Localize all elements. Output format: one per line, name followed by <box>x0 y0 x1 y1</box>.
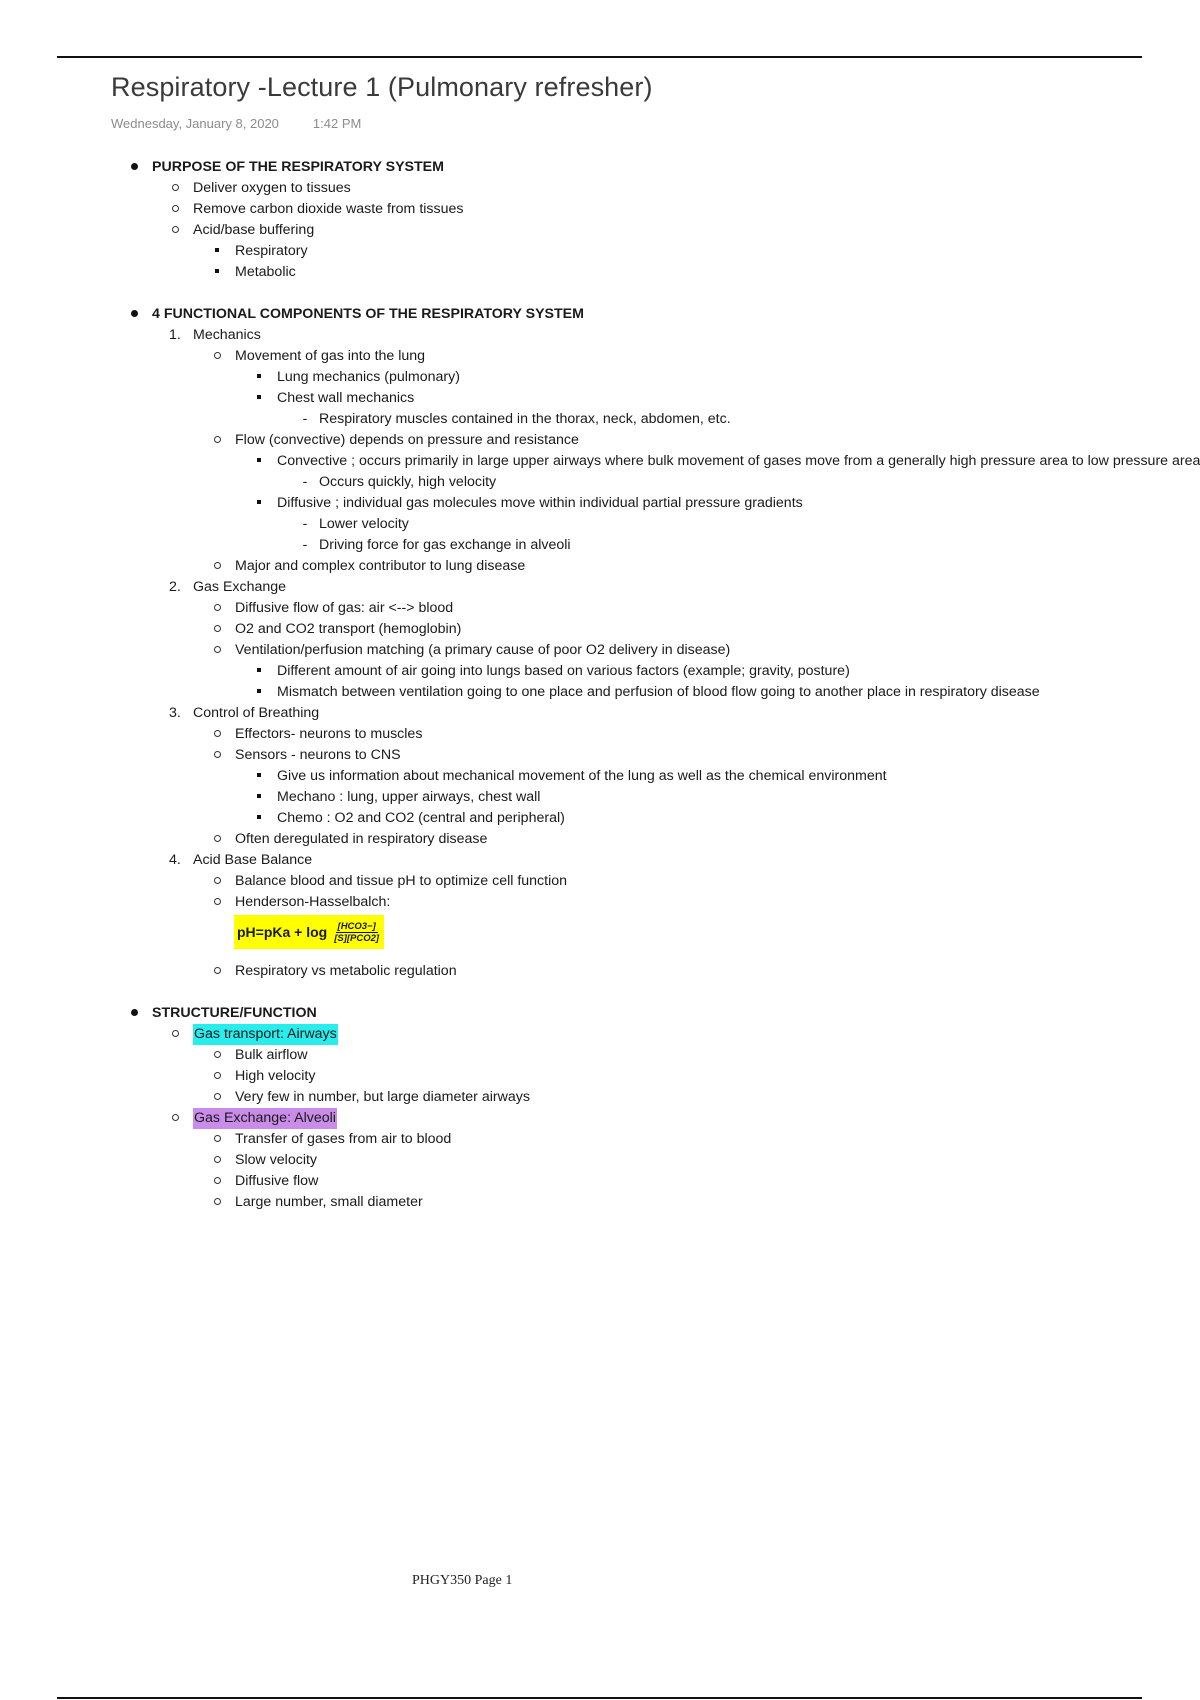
bullet-square-icon <box>251 367 267 388</box>
list-item <box>0 640 1200 661</box>
list-item <box>0 1192 1200 1213</box>
list-item <box>0 661 1200 682</box>
section-heading: PURPOSE OF THE RESPIRATORY SYSTEM <box>152 159 444 175</box>
list-item <box>0 745 1200 766</box>
list-item-text: Bulk airflow <box>235 1047 308 1063</box>
bullet-circle-icon <box>167 1108 183 1129</box>
list-item <box>0 892 1200 913</box>
henderson-hasselbalch-formula <box>0 913 1200 951</box>
bullet-disc-icon <box>126 1003 142 1024</box>
list-item <box>0 961 1200 982</box>
list-item <box>0 241 1200 262</box>
list-item <box>0 556 1200 577</box>
section-heading: STRUCTURE/FUNCTION <box>152 1005 317 1021</box>
list-item <box>0 1150 1200 1171</box>
list-item <box>0 1108 1200 1129</box>
list-item-text: Diffusive flow <box>235 1173 319 1189</box>
list-item-text: Chemo : O2 and CO2 (central and peripheral) <box>277 810 565 826</box>
list-item-text: Different amount of air going into lungs based on various factors (example; gravity, posture) <box>277 663 850 679</box>
list-item-text: Major and complex contributor to lung disease <box>235 558 526 574</box>
list-item-text: Balance blood and tissue pH to optimize cell function <box>235 873 568 889</box>
list-item-text: Diffusive ; individual gas molecules move within individual partial pressure gradients <box>277 495 803 511</box>
list-item <box>0 535 1200 556</box>
list-item <box>0 1129 1200 1150</box>
list-item-text: High velocity <box>235 1068 316 1084</box>
bullet-circle-icon <box>167 220 183 241</box>
list-item-text: Slow velocity <box>235 1152 318 1168</box>
list-item <box>0 808 1200 829</box>
list-item-text: Gas Exchange <box>193 579 287 595</box>
list-number: 3. <box>169 705 181 721</box>
bullet-circle-icon <box>209 1045 225 1066</box>
list-item <box>0 388 1200 409</box>
list-item <box>0 493 1200 514</box>
list-item-text: Chest wall mechanics <box>277 390 415 406</box>
bullet-square-icon <box>251 451 267 472</box>
bullet-square-icon <box>251 388 267 409</box>
list-item-text: Occurs quickly, high velocity <box>319 474 497 490</box>
list-item-text: Give us information about mechanical movement of the lung as well as the chemical environment <box>277 768 887 784</box>
list-item <box>0 1045 1200 1066</box>
list-item <box>0 409 1200 430</box>
bullet-square-icon <box>251 787 267 808</box>
list-number: 1. <box>169 327 181 343</box>
bullet-dash-icon <box>297 514 313 535</box>
bullet-square-icon <box>251 661 267 682</box>
bullet-circle-icon <box>209 619 225 640</box>
list-item-text: Deliver oxygen to tissues <box>193 180 351 196</box>
note-timestamp <box>111 116 361 131</box>
highlighted-label: Gas transport: Airways <box>193 1024 338 1045</box>
bullet-square-icon <box>209 262 225 283</box>
bullet-circle-icon <box>209 1129 225 1150</box>
list-item <box>0 367 1200 388</box>
list-item-text: Control of Breathing <box>193 705 320 721</box>
list-item-text: Diffusive flow of gas: air <--> blood <box>235 600 454 616</box>
list-item <box>0 1087 1200 1108</box>
list-item <box>0 598 1200 619</box>
list-item-text: Acid Base Balance <box>193 852 313 868</box>
list-item <box>0 325 1200 346</box>
bullet-square-icon <box>251 493 267 514</box>
note-date: Wednesday, January 8, 2020 <box>111 116 279 131</box>
bullet-circle-icon <box>209 1087 225 1108</box>
bullet-disc-icon <box>126 304 142 325</box>
bottom-rule <box>57 1697 1142 1699</box>
list-item-text: Effectors- neurons to muscles <box>235 726 423 742</box>
formula-numerator: [HCO3−] <box>337 920 376 932</box>
list-item <box>0 787 1200 808</box>
bullet-disc-icon <box>126 157 142 178</box>
list-item-text: Sensors - neurons to CNS <box>235 747 401 763</box>
list-item-text: Movement of gas into the lung <box>235 348 426 364</box>
formula-lhs: pH=pKa + log <box>237 924 328 940</box>
list-item-text: Henderson-Hasselbalch: <box>235 894 391 910</box>
list-item-text: Convective ; occurs primarily in large upper airways where bulk movement of gases move from a generally high pressure area to low pressure area <box>277 453 1200 469</box>
list-item <box>0 871 1200 892</box>
page-title: Respiratory -Lecture 1 (Pulmonary refresher) <box>111 72 653 102</box>
bullet-circle-icon <box>167 178 183 199</box>
bullet-circle-icon <box>167 199 183 220</box>
bullet-dash-icon <box>297 472 313 493</box>
list-item-text: Lower velocity <box>319 516 409 532</box>
list-item-text: Respiratory vs metabolic regulation <box>235 963 457 979</box>
bullet-circle-icon <box>209 598 225 619</box>
page-footer: PHGY350 Page 1 <box>412 1573 513 1588</box>
formula-fraction <box>332 921 381 944</box>
list-item <box>0 1024 1200 1045</box>
bullet-square-icon <box>251 766 267 787</box>
list-item-text: O2 and CO2 transport (hemoglobin) <box>235 621 462 637</box>
bullet-circle-icon <box>209 640 225 661</box>
bullet-circle-icon <box>209 745 225 766</box>
list-item <box>0 514 1200 535</box>
list-item-text: Mismatch between ventilation going to one place and perfusion of blood flow going to another place in respiratory disease <box>277 684 1040 700</box>
list-item-text: Driving force for gas exchange in alveoli <box>319 537 571 553</box>
bullet-square-icon <box>251 808 267 829</box>
bullet-circle-icon <box>209 1192 225 1213</box>
list-item <box>0 1003 1200 1024</box>
note-body <box>0 157 1200 1213</box>
list-item <box>0 220 1200 241</box>
list-item <box>0 346 1200 367</box>
highlighted-label: Gas Exchange: Alveoli <box>193 1108 337 1129</box>
list-item-text: Respiratory muscles contained in the thorax, neck, abdomen, etc. <box>319 411 731 427</box>
list-item-text: Remove carbon dioxide waste from tissues <box>193 201 464 217</box>
bullet-circle-icon <box>209 961 225 982</box>
bullet-circle-icon <box>209 892 225 913</box>
list-item-text: Very few in number, but large diameter airways <box>235 1089 530 1105</box>
list-item-text: Often deregulated in respiratory disease <box>235 831 488 847</box>
list-item <box>0 1066 1200 1087</box>
list-item <box>0 178 1200 199</box>
bullet-dash-icon <box>297 535 313 556</box>
formula-denominator: [S][PCO2] <box>334 932 380 944</box>
list-number: 2. <box>169 579 181 595</box>
list-item-text: Respiratory <box>235 243 308 259</box>
list-item <box>0 724 1200 745</box>
list-item-text: Metabolic <box>235 264 296 280</box>
list-item <box>0 850 1200 871</box>
list-number: 4. <box>169 852 181 868</box>
bullet-circle-icon <box>209 430 225 451</box>
list-item <box>0 262 1200 283</box>
bullet-square-icon <box>251 682 267 703</box>
bullet-circle-icon <box>209 724 225 745</box>
note-time: 1:42 PM <box>312 116 362 131</box>
list-item <box>0 619 1200 640</box>
list-item <box>0 157 1200 178</box>
list-item <box>0 577 1200 598</box>
list-item <box>0 304 1200 325</box>
list-item-text: Transfer of gases from air to blood <box>235 1131 452 1147</box>
list-item-text: Ventilation/perfusion matching (a primary cause of poor O2 delivery in disease) <box>235 642 731 658</box>
list-item <box>0 451 1200 472</box>
bullet-circle-icon <box>209 1171 225 1192</box>
list-item-text: Mechanics <box>193 327 261 343</box>
list-item <box>0 703 1200 724</box>
list-item <box>0 430 1200 451</box>
bullet-circle-icon <box>167 1024 183 1045</box>
list-item <box>0 766 1200 787</box>
section-heading: 4 FUNCTIONAL COMPONENTS OF THE RESPIRATORY SYSTEM <box>152 306 584 322</box>
bullet-circle-icon <box>209 1150 225 1171</box>
bullet-square-icon <box>209 241 225 262</box>
list-item <box>0 829 1200 850</box>
bullet-circle-icon <box>209 346 225 367</box>
bullet-circle-icon <box>209 556 225 577</box>
list-item-text: Acid/base buffering <box>193 222 315 238</box>
list-item-text: Flow (convective) depends on pressure and resistance <box>235 432 579 448</box>
bullet-circle-icon <box>209 1066 225 1087</box>
list-item <box>0 682 1200 703</box>
list-item <box>0 1171 1200 1192</box>
bullet-dash-icon <box>297 409 313 430</box>
top-rule <box>57 56 1142 58</box>
formula-highlight <box>234 915 384 949</box>
list-item <box>0 199 1200 220</box>
list-item-text: Large number, small diameter <box>235 1194 423 1210</box>
list-item-text: Mechano : lung, upper airways, chest wall <box>277 789 541 805</box>
bullet-circle-icon <box>209 829 225 850</box>
bullet-circle-icon <box>209 871 225 892</box>
list-item <box>0 472 1200 493</box>
list-item-text: Lung mechanics (pulmonary) <box>277 369 460 385</box>
